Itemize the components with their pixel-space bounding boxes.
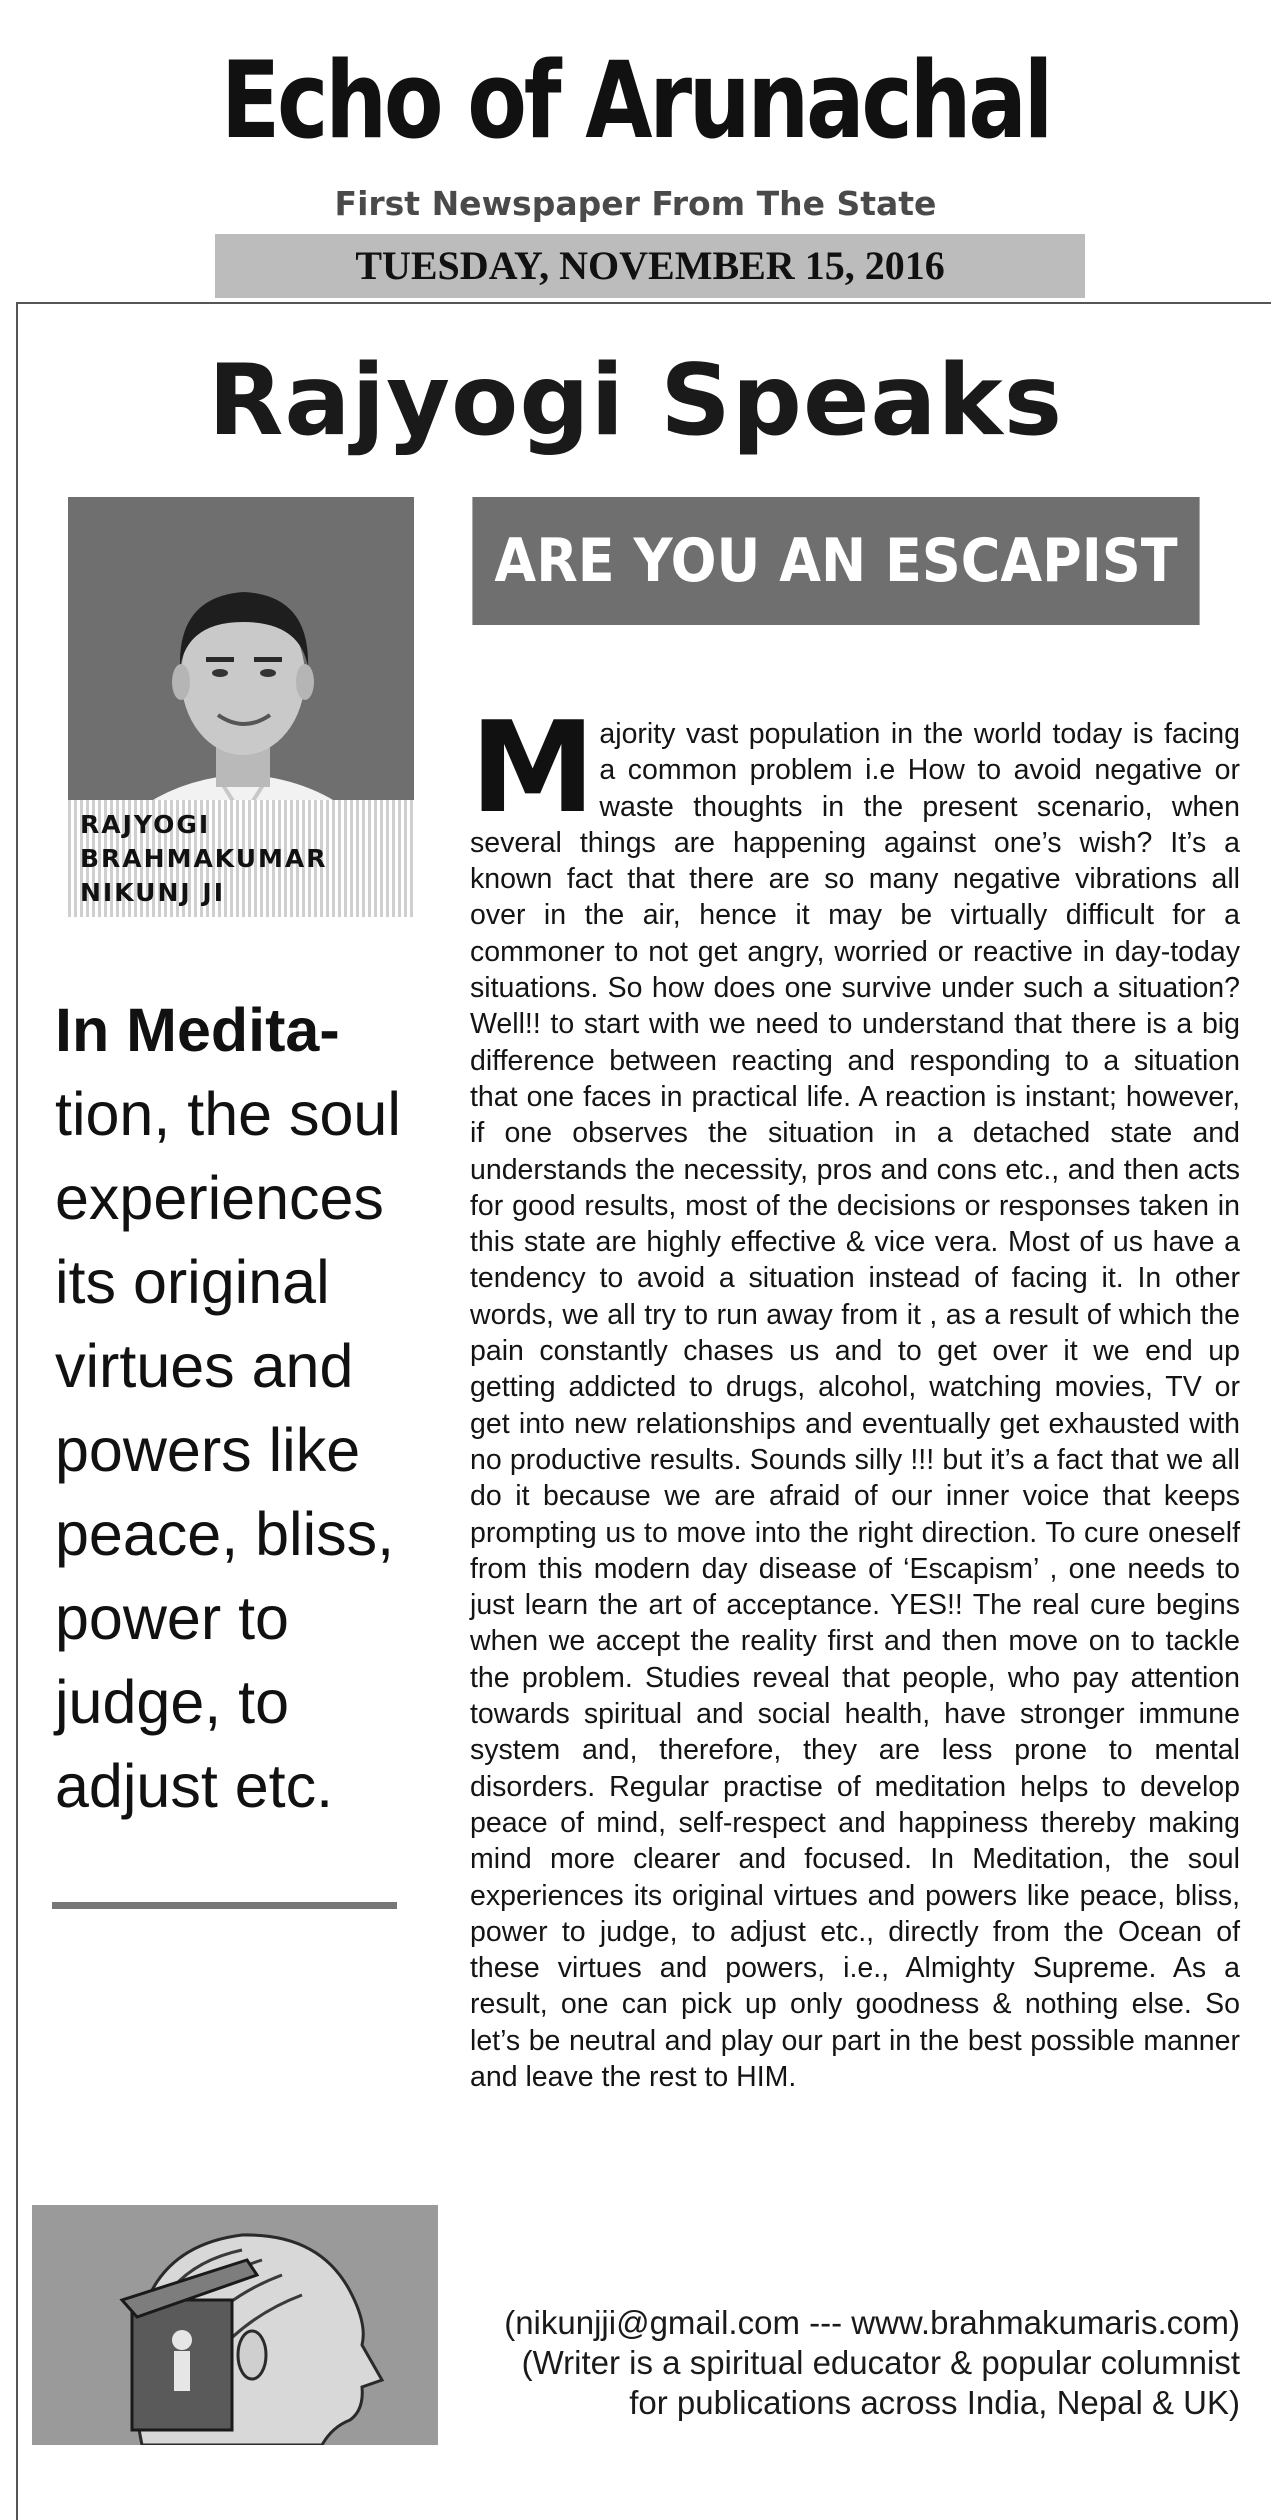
pull-quote [55, 988, 435, 1828]
author-bio-line2: for publications across India, Nepal & UK) [629, 2384, 1240, 2421]
drop-cap: M [470, 694, 592, 841]
author-name-line2: BRAHMAKUMAR [80, 844, 328, 873]
pull-quote-lead: In Medita- [55, 996, 340, 1064]
author-name-box [68, 800, 414, 917]
author-contact: (nikunjji@gmail.com --- www.brahmakumaris.com) [504, 2304, 1240, 2341]
head-profile-illustration [32, 2205, 438, 2445]
pull-quote-text: tion, the soul experiences its original virtues and powers like peace, bliss, power to judge, to adjust etc. [55, 1080, 401, 1820]
column-title: Rajyogi Speaks [207, 344, 1064, 458]
illustration [32, 2205, 438, 2445]
author-credit [430, 2303, 1240, 2423]
issue-date: TUESDAY, NOVEMBER 15, 2016 [215, 234, 1085, 298]
article-body [470, 694, 1240, 2095]
article-body-text: ajority vast population in the world today is facing a common problem i.e How to avoid negative or waste thoughts in the present scenario, when several things are happening against one’s wish? It’s a known fact that there are so many negative vibrations all over in the air, hence it may be virtually difficult for a commoner to not get angry, worried or reactive in day-today situations. So how does one survive under such a situation? Well!! to start with we need to understand that there is a big difference between reacting and responding to a situation that one faces in practical life. A reaction is instant; however, if one observes the situation in a detached state and understands the necessity, pros and cons etc., and then acts for good results, most of the decisions or responses taken in this state are highly effective & vice vera. Most of us have a tendency to avoid a situation instead of facing it. In other words, we all try to run away from it , as a result of which the pain constantly chases us and to get over it we end up getting addicted to drugs, alcohol, watching movies, TV or get into new relationships and eventually get exhausted with no productive results. Sounds silly !!! but it’s a fact that we all do it because we are afraid of our inner voice that keeps prompting us to move into the right direction. To cure oneself from this modern day disease of ‘Escapism’ , one needs to just learn the art of acceptance. YES!! The real cure begins when we accept the reality first and then move on to tackle the problem. Studies reveal that people, who pay attention towards spiritual and social health, have stronger immune system and, therefore, they are less prone to mental disorders. Regular practise of meditation helps to develop peace of mind, self-respect and happiness thereby making mind more clearer and focused. In Meditation, the soul experiences its original virtues and powers like peace, bliss, power to judge, to adjust etc., directly from the Ocean of these virtues and powers, i.e., Almighty Supreme. As a result, one can pick up only goodness & nothing else. So let’s be neutral and play our part in the best possible manner and leave the rest to HIM. [470, 718, 1240, 2093]
newspaper-tagline: First Newspaper From The State [334, 184, 937, 223]
author-name-line1: RAJYOGI [80, 810, 211, 839]
pull-quote-divider [52, 1902, 397, 1909]
author-bio-line1: (Writer is a spiritual educator & popular columnist [521, 2344, 1240, 2381]
author-name-line3: NIKUNJ JI [80, 878, 225, 907]
newspaper-masthead: Echo of Arunachal [220, 39, 1051, 162]
article-headline: ARE YOU AN ESCAPIST ? [472, 497, 1199, 625]
